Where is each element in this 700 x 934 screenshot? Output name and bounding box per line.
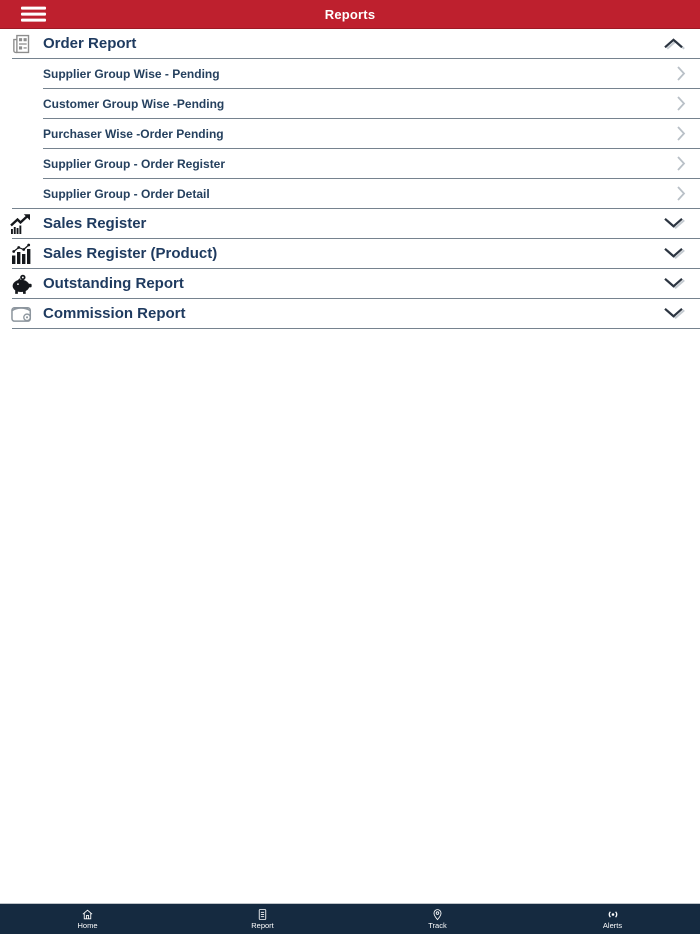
chevron-right-icon: [676, 65, 686, 82]
section-row-sales-register[interactable]: [0, 209, 700, 238]
report-icon: [256, 908, 269, 921]
item-chevron: [676, 125, 686, 142]
report-item-supplier-group-wise-pending[interactable]: [0, 59, 700, 88]
section-chevron: [663, 247, 686, 260]
section-row-commission-report[interactable]: [0, 299, 700, 328]
nav-item-label: Track: [428, 921, 447, 931]
report-item-label: Customer Group Wise -Pending: [43, 96, 225, 111]
alerts-icon: [606, 908, 620, 921]
section-icon-wrap: [7, 304, 35, 324]
section-chevron: [663, 277, 686, 290]
report-item-customer-group-wise-pending[interactable]: [0, 89, 700, 118]
chevron-right-icon: [676, 185, 686, 202]
section-title: Order Report: [43, 35, 137, 52]
item-chevron: [676, 185, 686, 202]
reports-accordion: [0, 29, 700, 329]
section-row-order-report[interactable]: [0, 29, 700, 58]
chevron-down-icon: [663, 307, 686, 320]
section-title: Outstanding Report: [43, 275, 184, 292]
item-chevron: [676, 155, 686, 172]
section-chevron: [663, 37, 686, 50]
item-chevron: [676, 65, 686, 82]
report-item-supplier-group-order-detail[interactable]: [0, 179, 700, 208]
report-item-label: Supplier Group Wise - Pending: [43, 66, 220, 81]
divider: [12, 328, 700, 329]
chevron-right-icon: [676, 155, 686, 172]
nav-item-label: Alerts: [602, 921, 623, 931]
nav-item-label: Report: [251, 921, 274, 931]
item-chevron: [676, 95, 686, 112]
nav-item-home[interactable]: [0, 904, 175, 934]
section-chevron: [663, 217, 686, 230]
order-report-icon: [10, 33, 32, 55]
chevron-down-icon: [663, 217, 686, 230]
home-icon: [81, 908, 94, 921]
chevron-right-icon: [676, 95, 686, 112]
report-item-supplier-group-order-register[interactable]: [0, 149, 700, 178]
sales-register-product-icon: [10, 243, 32, 265]
chevron-right-icon: [676, 125, 686, 142]
outstanding-report-icon: [10, 273, 33, 295]
report-item-purchaser-wise-order-pending[interactable]: [0, 119, 700, 148]
chevron-up-icon: [663, 37, 686, 50]
section-title: Sales Register (Product): [43, 245, 218, 262]
report-item-label: Supplier Group - Order Register: [43, 156, 226, 171]
page-title: Reports: [324, 6, 376, 22]
chevron-down-icon: [663, 247, 686, 260]
commission-report-icon: [10, 304, 33, 324]
section-icon-wrap: [7, 273, 35, 295]
section-row-sales-register-product[interactable]: [0, 239, 700, 268]
section-title: Commission Report: [43, 305, 186, 322]
section-icon-wrap: [7, 213, 35, 234]
bottom-nav: [0, 903, 700, 934]
nav-item-track[interactable]: [350, 904, 525, 934]
report-item-label: Purchaser Wise -Order Pending: [43, 126, 224, 141]
section-row-outstanding-report[interactable]: [0, 269, 700, 298]
nav-item-alerts[interactable]: [525, 904, 700, 934]
section-icon-wrap: [7, 243, 35, 265]
chevron-down-icon: [663, 277, 686, 290]
report-item-label: Supplier Group - Order Detail: [43, 186, 210, 201]
nav-item-label: Home: [77, 921, 98, 931]
app-header: [0, 0, 700, 29]
hamburger-menu-icon[interactable]: [19, 5, 48, 24]
section-chevron: [663, 307, 686, 320]
section-title: Sales Register: [43, 215, 147, 232]
sales-register-icon: [9, 213, 33, 234]
track-icon: [431, 908, 444, 921]
nav-item-report[interactable]: [175, 904, 350, 934]
section-icon-wrap: [7, 33, 35, 55]
